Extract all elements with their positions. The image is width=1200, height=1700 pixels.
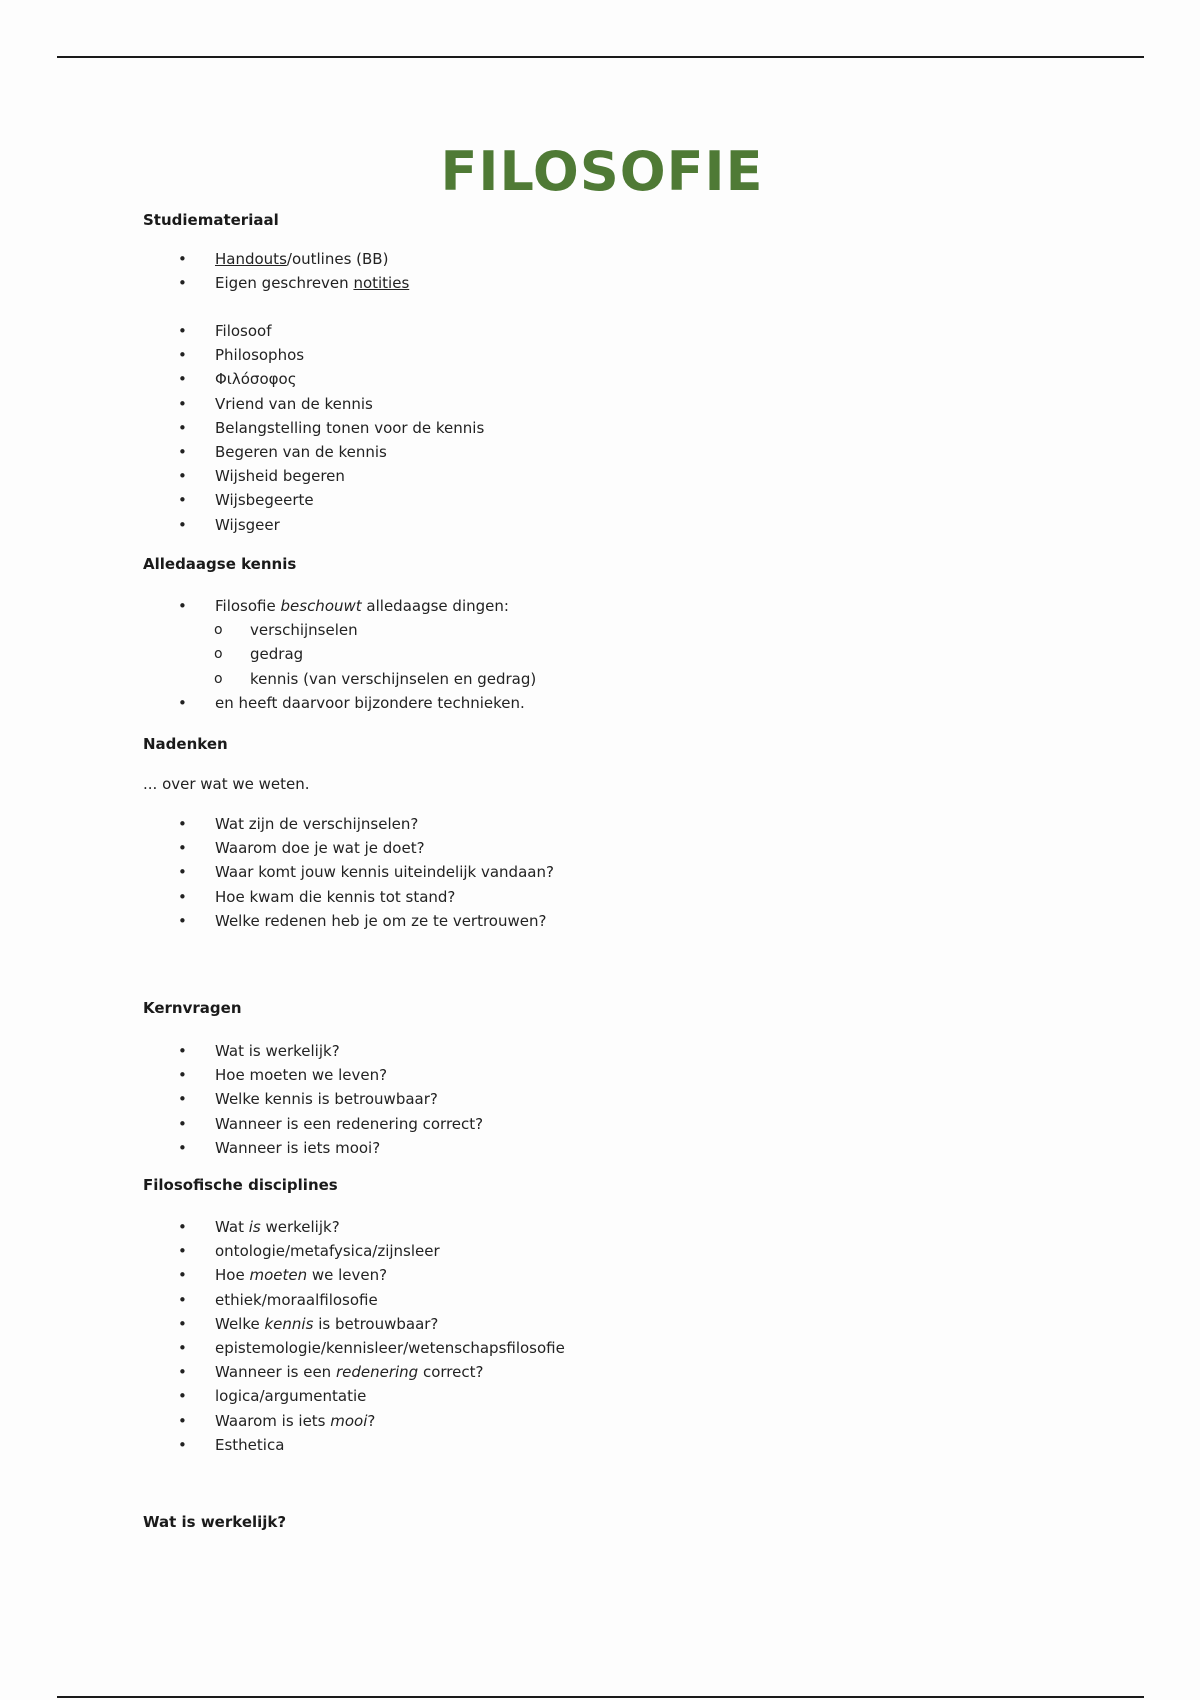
bullet-icon: •: [178, 1042, 187, 1060]
list-item: [178, 1215, 565, 1239]
bullet-icon: •: [178, 839, 187, 858]
list-item-text: Vriend van de kennis: [215, 394, 373, 413]
sublist-item: [214, 667, 536, 691]
sublist-item-text: gedrag: [250, 645, 304, 664]
list-item: [178, 1263, 565, 1287]
list-item: [178, 1087, 483, 1111]
section-heading-kernvragen: Kernvragen: [143, 999, 242, 1017]
bullet-icon: •: [178, 1242, 187, 1261]
circle-bullet-icon: o: [214, 622, 223, 639]
list-item-text: Wijsgeer: [215, 515, 280, 534]
list-item-emphasis: moeten: [249, 1266, 308, 1285]
sublist-item-text: verschijnselen: [250, 621, 358, 640]
list-item-text: Wat is werkelijk?: [215, 1042, 340, 1060]
list-item: [178, 1112, 483, 1136]
list-item-text: Wanneer is een redenering correct?: [215, 1114, 484, 1133]
bullet-icon: •: [178, 1363, 187, 1382]
list-item-emphasis: beschouwt: [280, 597, 362, 615]
bullet-icon: •: [178, 418, 187, 437]
list-item-text: ?: [367, 1411, 376, 1430]
list-item-emphasis: redenering: [335, 1363, 419, 1382]
bullet-icon: •: [178, 597, 187, 615]
list-item: [178, 1239, 565, 1263]
list-item-emphasis: is: [248, 1218, 261, 1236]
bullet-icon: •: [178, 1411, 187, 1430]
sublist-item: [214, 642, 536, 666]
handouts-link[interactable]: Handouts: [215, 250, 287, 268]
studiemateriaal-list: [178, 247, 409, 295]
list-item-text: logica/argumentatie: [215, 1387, 367, 1406]
list-item-text: Philosophos: [215, 346, 305, 365]
list-item-text: en heeft daarvoor bijzondere technieken.: [215, 693, 525, 712]
list-item: [178, 367, 484, 391]
list-item: [178, 885, 554, 909]
bullet-icon: •: [178, 274, 187, 293]
list-item-text: Wanneer is iets mooi?: [215, 1138, 381, 1157]
alledaagse-sublist: [178, 618, 536, 691]
bullet-icon: •: [178, 1114, 187, 1133]
list-item: [178, 1136, 483, 1160]
list-item-text: Filosofie: [215, 597, 281, 615]
bullet-icon: •: [178, 467, 187, 486]
list-item-text: Welke redenen heb je om ze te vertrouwen?: [215, 911, 547, 930]
list-item: [178, 1039, 483, 1063]
bullet-icon: •: [178, 394, 187, 413]
section-heading-studiemateriaal: Studiemateriaal: [143, 211, 279, 229]
circle-bullet-icon: o: [214, 646, 223, 663]
bullet-icon: •: [178, 1138, 187, 1157]
list-item-text: /outlines (BB): [286, 250, 389, 268]
section-heading-alledaagse-kennis: Alledaagse kennis: [143, 555, 297, 573]
list-item-text: Eigen geschreven: [215, 274, 354, 293]
list-item: [178, 1360, 565, 1384]
list-item: [178, 271, 409, 295]
notities-link[interactable]: notities: [353, 274, 410, 293]
list-item: [178, 594, 536, 618]
header-rule: [57, 56, 1144, 58]
list-item-text: Wat zijn de verschijnselen?: [215, 815, 419, 833]
list-item: [178, 343, 484, 367]
list-item: [178, 1336, 565, 1360]
alledaagse-list: [178, 594, 536, 715]
list-item: [178, 247, 409, 271]
list-item: [178, 836, 554, 860]
list-item: [178, 1409, 565, 1433]
document-title: FILOSOFIE: [440, 140, 764, 203]
list-item-text: epistemologie/kennisleer/wetenschapsfilosofie: [215, 1338, 565, 1357]
bullet-icon: •: [178, 1066, 187, 1085]
list-item: [178, 488, 484, 512]
list-item: [178, 1384, 565, 1408]
list-item-text: Esthetica: [215, 1435, 285, 1454]
list-item: [178, 513, 484, 537]
bullet-icon: •: [178, 887, 187, 906]
bullet-icon: •: [178, 1090, 187, 1109]
list-item-text: Wanneer is een: [215, 1363, 336, 1382]
section-heading-wat-is-werkelijk: Wat is werkelijk?: [143, 1513, 287, 1531]
bullet-icon: •: [178, 370, 187, 389]
bullet-icon: •: [178, 1338, 187, 1357]
list-item: [178, 392, 484, 416]
bullet-icon: •: [178, 491, 187, 510]
circle-bullet-icon: o: [214, 670, 223, 687]
bullet-icon: •: [178, 515, 187, 534]
list-item: [178, 464, 484, 488]
list-item: [178, 319, 484, 343]
list-item-text: alledaagse dingen:: [361, 597, 509, 615]
list-item-text: Wijsbegeerte: [215, 491, 314, 510]
list-item-text: ethiek/moraalfilosofie: [215, 1290, 378, 1309]
list-item: [178, 1312, 565, 1336]
disciplines-list: [178, 1215, 565, 1457]
list-item-text: Wijsheid begeren: [215, 467, 345, 486]
list-item-emphasis: kennis: [264, 1314, 314, 1333]
sublist-item: [214, 618, 536, 642]
list-item-text: Filosoof: [215, 322, 272, 340]
sublist-container: [178, 618, 536, 691]
bullet-icon: •: [178, 1314, 187, 1333]
list-item: [178, 1433, 565, 1457]
kernvragen-list: [178, 1039, 483, 1160]
list-item-text: Hoe kwam die kennis tot stand?: [215, 887, 456, 906]
list-item: [178, 812, 554, 836]
nadenken-intro: ... over wat we weten.: [143, 775, 310, 793]
list-item-text: Hoe: [215, 1266, 250, 1285]
list-item-emphasis: mooi: [330, 1411, 368, 1430]
bullet-icon: •: [178, 815, 187, 833]
sublist-item-text: kennis (van verschijnselen en gedrag): [250, 669, 537, 688]
list-item: [178, 691, 536, 715]
bullet-icon: •: [178, 1266, 187, 1285]
list-item-text: we leven?: [307, 1266, 388, 1285]
list-item-text: is betrouwbaar?: [313, 1314, 439, 1333]
section-heading-filosofische-disciplines: Filosofische disciplines: [143, 1176, 338, 1194]
bullet-icon: •: [178, 693, 187, 712]
bullet-icon: •: [178, 1218, 187, 1236]
footer-rule: [57, 1696, 1144, 1698]
nadenken-list: [178, 812, 554, 933]
bullet-icon: •: [178, 1435, 187, 1454]
bullet-icon: •: [178, 250, 187, 268]
bullet-icon: •: [178, 322, 187, 340]
section-heading-nadenken: Nadenken: [143, 735, 228, 753]
list-item: [178, 860, 554, 884]
list-item-text: Welke: [215, 1314, 265, 1333]
bullet-icon: •: [178, 1387, 187, 1406]
list-item-text: werkelijk?: [260, 1218, 340, 1236]
list-item-text: Waarom is iets: [215, 1411, 331, 1430]
list-item-text: Welke kennis is betrouwbaar?: [215, 1090, 438, 1109]
bullet-icon: •: [178, 442, 187, 461]
list-item-text: Hoe moeten we leven?: [215, 1066, 388, 1085]
list-item-text: Belangstelling tonen voor de kennis: [215, 418, 485, 437]
list-item-text: correct?: [418, 1363, 484, 1382]
list-item-text: Φιλόσοφος: [215, 370, 297, 389]
bullet-icon: •: [178, 911, 187, 930]
list-item: [178, 1063, 483, 1087]
list-item-text: Wat: [215, 1218, 249, 1236]
list-item-text: Waar komt jouw kennis uiteindelijk vandaan?: [215, 863, 554, 882]
bullet-icon: •: [178, 1290, 187, 1309]
list-item-text: ontologie/metafysica/zijnsleer: [215, 1242, 440, 1261]
list-item-text: Begeren van de kennis: [215, 442, 387, 461]
list-item: [178, 440, 484, 464]
bullet-icon: •: [178, 863, 187, 882]
list-item-text: Waarom doe je wat je doet?: [215, 839, 425, 858]
list-item: [178, 909, 554, 933]
bullet-icon: •: [178, 346, 187, 365]
list-item: [178, 1288, 565, 1312]
filosoof-list: [178, 319, 484, 537]
list-item: [178, 416, 484, 440]
